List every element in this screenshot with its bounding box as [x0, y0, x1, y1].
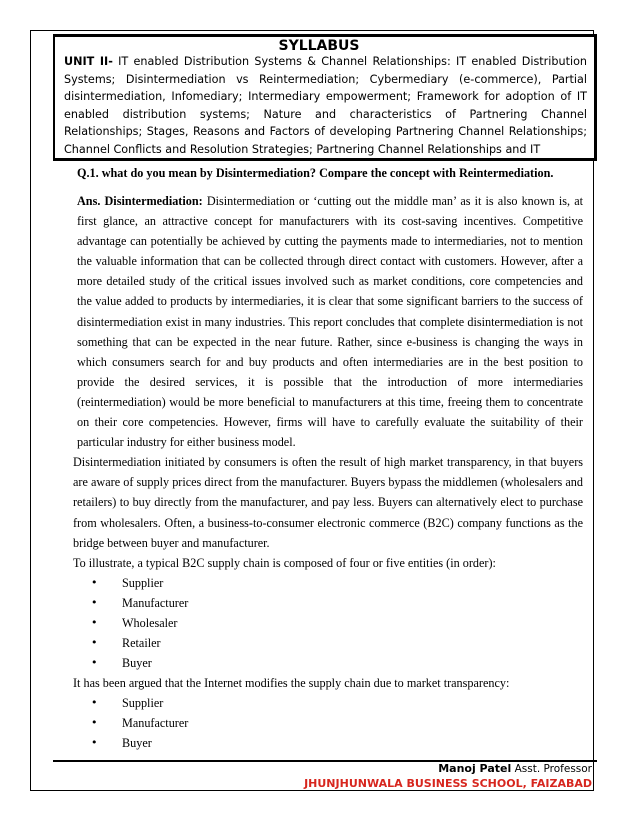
footer-school: JHUNJHUNWALA BUSINESS SCHOOL, FAIZABAD	[304, 777, 592, 790]
answer-label: Ans. Disintermediation:	[77, 194, 203, 208]
question-heading: Q.1. what do you mean by Disintermediation? Compare the concept with Reintermediation.	[77, 166, 554, 180]
list-item: • Supplier	[87, 573, 583, 593]
list-item: • Retailer	[87, 633, 583, 653]
footer-author	[438, 762, 592, 775]
list-item: • Manufacturer	[87, 593, 583, 613]
answer-paragraph-4: It has been argued that the Internet modifies the supply chain due to market transparency:	[73, 675, 510, 690]
supply-chain-list-internet	[77, 693, 583, 753]
syllabus-text	[64, 53, 587, 159]
answer-paragraph-1	[77, 191, 583, 452]
main-content	[73, 165, 583, 753]
syllabus-title: SYLLABUS	[278, 38, 360, 54]
list-item: • Buyer	[87, 653, 583, 673]
answer-text-1: Disintermediation or ‘cutting out the middle man’ as it is also known is, at first glance, an attractive concept for manufacturers with its cost-saving incentives. Competitive advantage can potentially be achieved by cutting the payments made to intermediaries, not to mention the valuable information that can be collected through direct contact with customers. However, after a more detailed study of the critical issues involved such as market conditions, core competencies and the value added to products by intermediaries, it is clear that some significant barriers to the success of disintermediation exist in many industries. This report concludes that complete disintermediation is not something that can be expected in the near future. Rather, since e-business is changing the ways in which consumers search for and buy products and often intermediaries are in the best position to provide the desired services, it is possible that the introduction of more intermediaries (reintermediation) would be more beneficial to manufacturers at this time, freeing them to concentrate on their core competencies. However, firms will have to carefully evaluate the suitability of their particular industry for either business model.	[77, 194, 583, 450]
answer-paragraph-2: Disintermediation initiated by consumers is often the result of high market transparency, in that buyers are aware of supply prices direct from the manufacturer. Buyers bypass the middlemen (wholesalers and retailers) to buy directly from the manufacturer, and pay less. Buyers can alternatively elect to purchase from wholesalers. Often, a business-to-consumer electronic commerce (B2C) company functions as the bridge between buyer and manufacturer.	[73, 455, 583, 550]
unit-label: UNIT II-	[64, 55, 113, 68]
list-item: • Wholesaler	[87, 613, 583, 633]
list-item: • Supplier	[87, 693, 583, 713]
author-name: Manoj Patel	[438, 762, 512, 775]
supply-chain-list-b2c	[77, 573, 583, 673]
answer-paragraph-3: To illustrate, a typical B2C supply chain is composed of four or five entities (in order):	[73, 555, 496, 570]
list-item: • Buyer	[87, 733, 583, 753]
author-role: Asst. Professor	[511, 763, 592, 775]
unit-description: IT enabled Distribution Systems & Channel Relationships: IT enabled Distribution Systems; Disintermediation vs Reintermediation; Cybermediary (e-commerce), Partial disintermediation, Infomediary; Intermediary empowerment; Framework for adoption of IT enabled distribution systems; Nature and characteristics of Partnering Channel Relationships; Stages, Reasons and Factors of developing Partnering Channel Relationships; Channel Conflicts and Resolution Strategies; Partnering Channel Relationships and IT	[64, 55, 588, 156]
list-item: • Manufacturer	[87, 713, 583, 733]
